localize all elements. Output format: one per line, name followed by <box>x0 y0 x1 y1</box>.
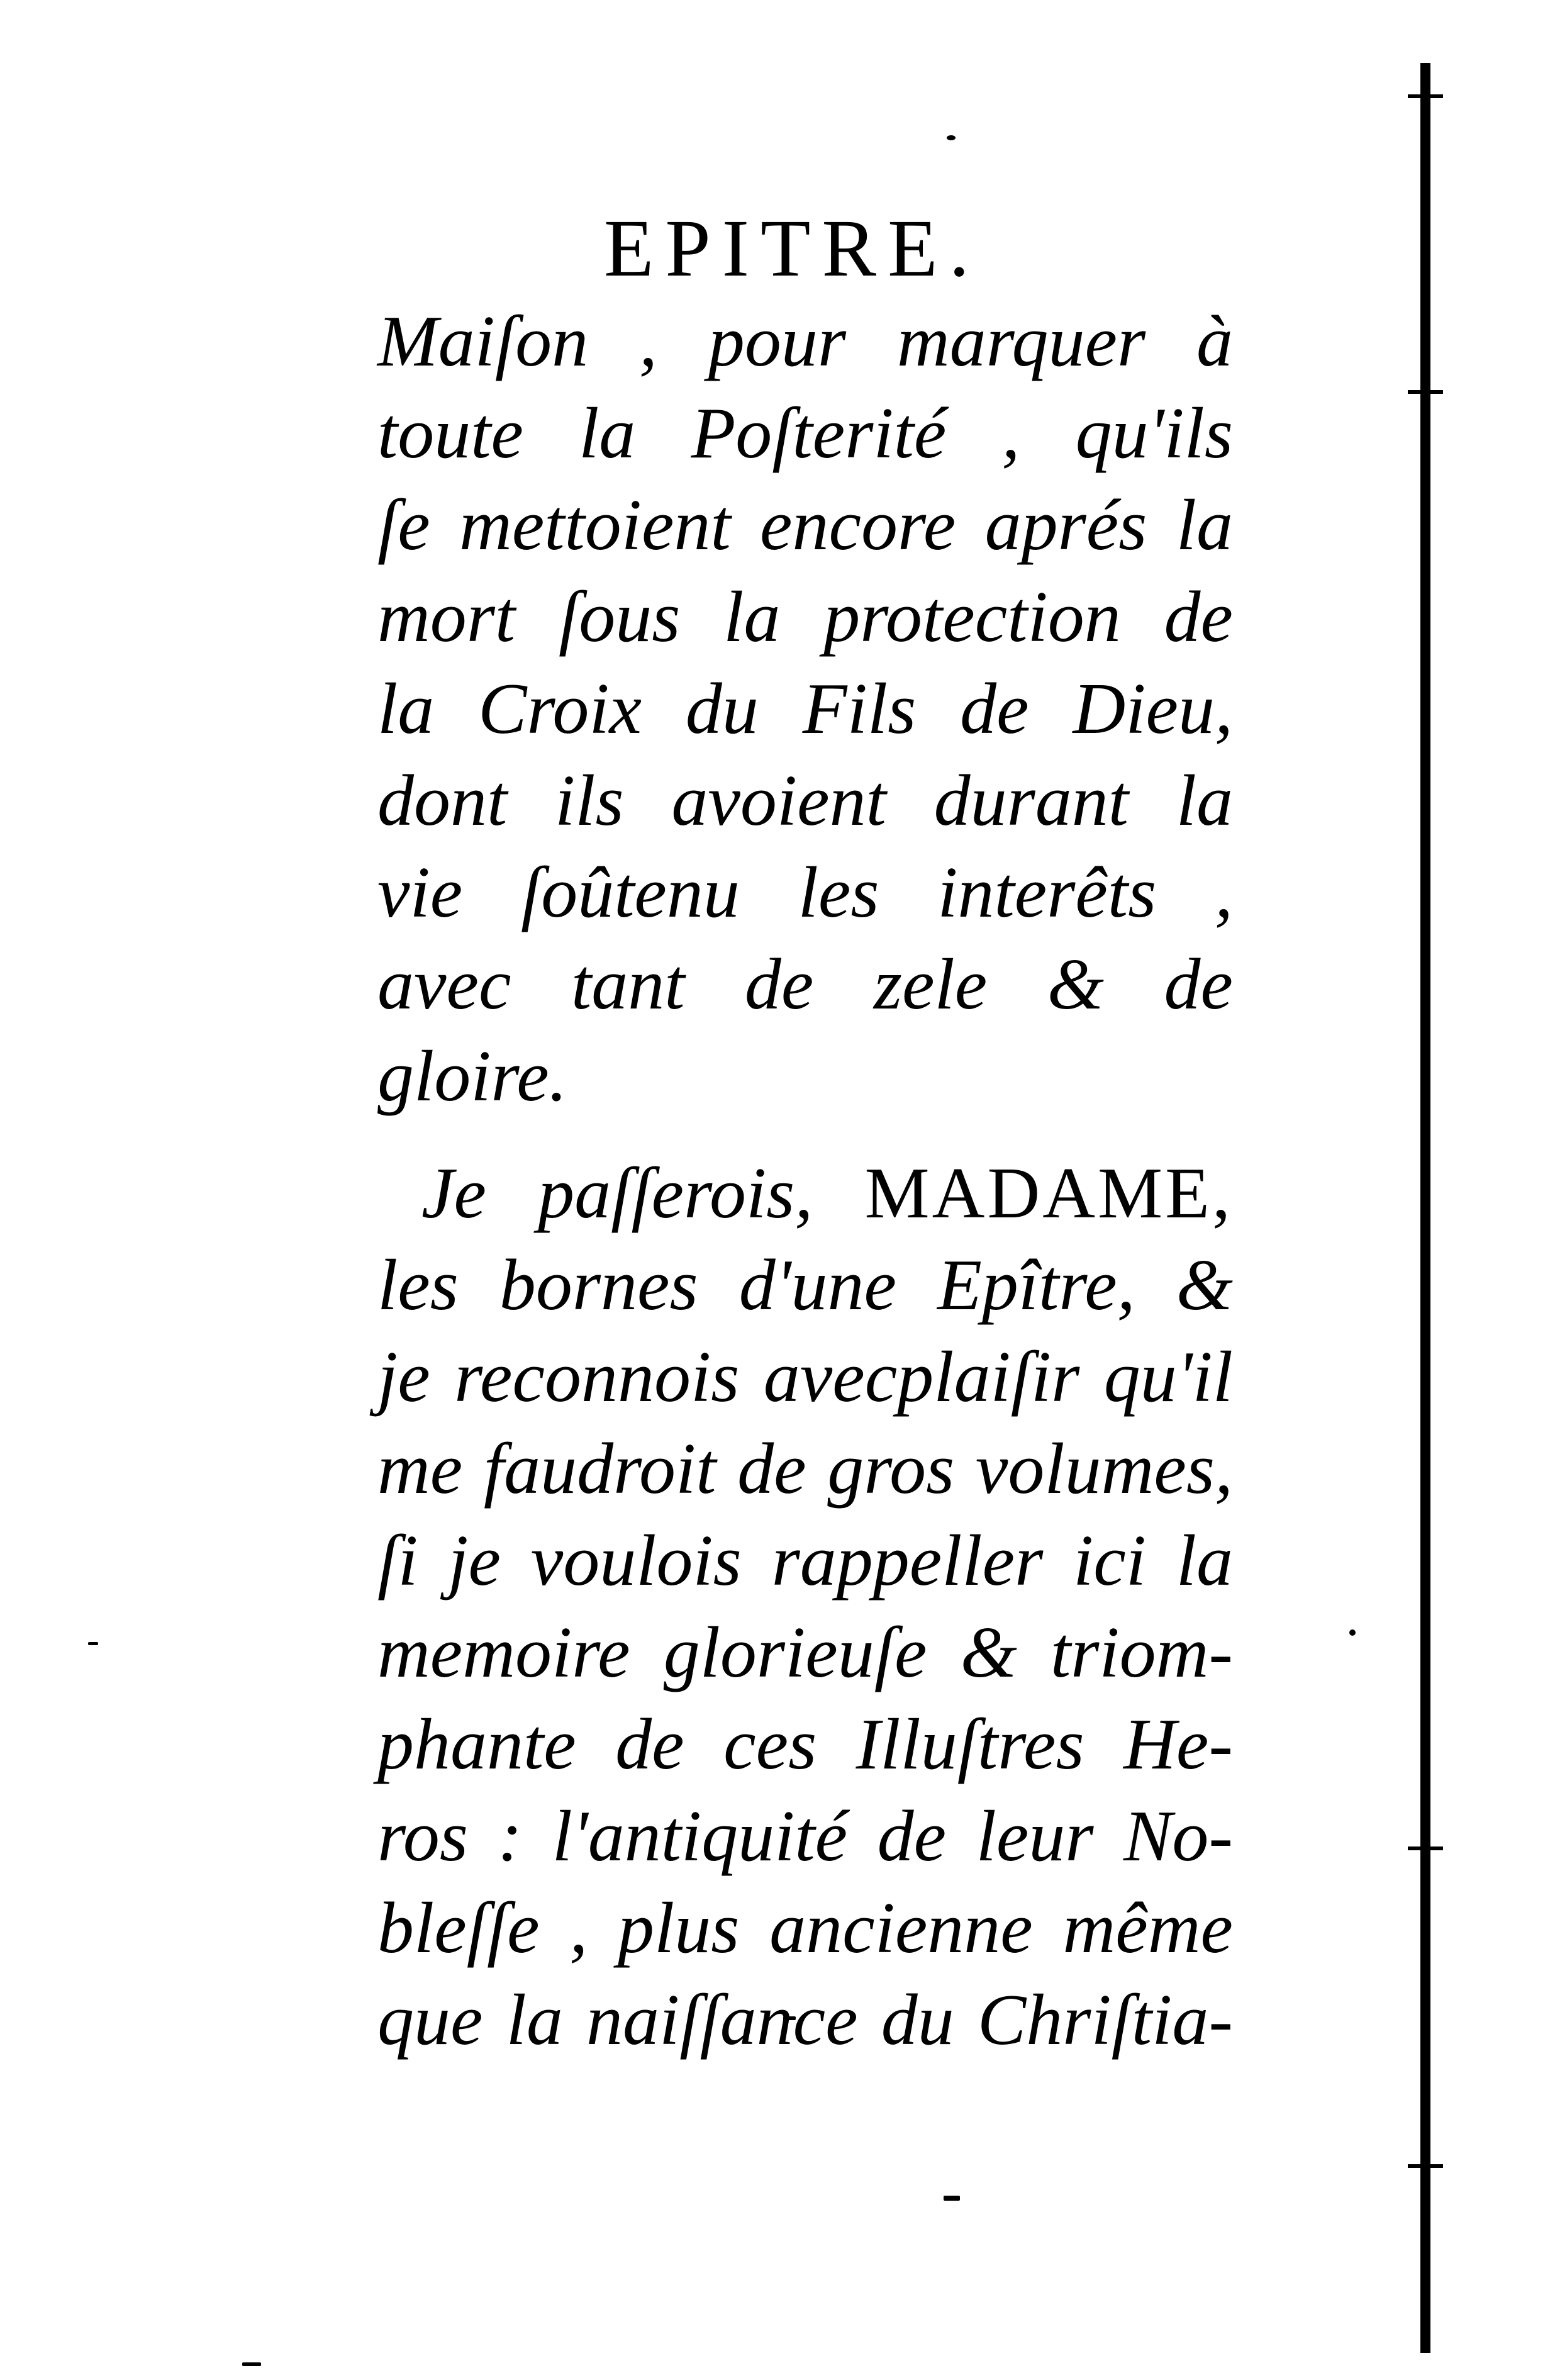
addressee-caps: MADAME, <box>864 1153 1233 1234</box>
text-line: gloire. <box>377 1036 567 1117</box>
body-text <box>377 296 1233 2066</box>
text-line: mort ſous la protection de <box>377 577 1233 657</box>
ink-speck <box>944 2196 960 2201</box>
text-line: bleſſe , plus ancienne même <box>377 1888 1233 1969</box>
binding-mark <box>1408 94 1443 98</box>
text-line <box>377 1148 1233 1239</box>
ink-speck <box>1349 1629 1356 1636</box>
text-line: dont ils avoient durant la <box>377 761 1233 841</box>
binding-mark <box>1408 390 1443 394</box>
ink-speck <box>88 1642 98 1645</box>
text-run: Je paſſerois, <box>421 1153 865 1234</box>
text-line: avec tant de zele & de <box>377 944 1233 1025</box>
paragraph-2 <box>377 1148 1233 2066</box>
text-line: memoire glorieuſe & triom- <box>377 1612 1233 1693</box>
text-line: ſe mettoient encore aprés la <box>377 485 1233 566</box>
text-line: que la naiſſance du Chriſtia- <box>377 1980 1233 2060</box>
text-line: phante de ces Illuſtres He- <box>377 1704 1233 1785</box>
paragraph-1 <box>377 296 1233 1122</box>
text-line: ſi je voulois rappeller ici la <box>377 1521 1233 1601</box>
text-line: vie ſoûtenu les interêts , <box>377 852 1233 933</box>
text-line: les bornes d'une Epître, & <box>377 1245 1233 1326</box>
page-title: EPITRE. <box>604 203 981 294</box>
binding-mark <box>1408 1846 1443 1850</box>
text-line: Maiſon , pour marquer à <box>377 301 1233 382</box>
page-binding-edge <box>1420 63 1430 2353</box>
text-line: la Croix du Fils de Dieu, <box>377 669 1233 749</box>
text-line: je reconnois avecplaiſir qu'il <box>377 1337 1233 1417</box>
ink-speck <box>947 135 956 140</box>
text-line: toute la Poſterité , qu'ils <box>377 393 1233 474</box>
text-line: me faudroit de gros volumes, <box>377 1429 1233 1509</box>
binding-mark <box>1408 2164 1443 2168</box>
text-line: ros : l'antiquité de leur No- <box>377 1796 1233 1877</box>
ink-speck <box>242 2362 261 2366</box>
